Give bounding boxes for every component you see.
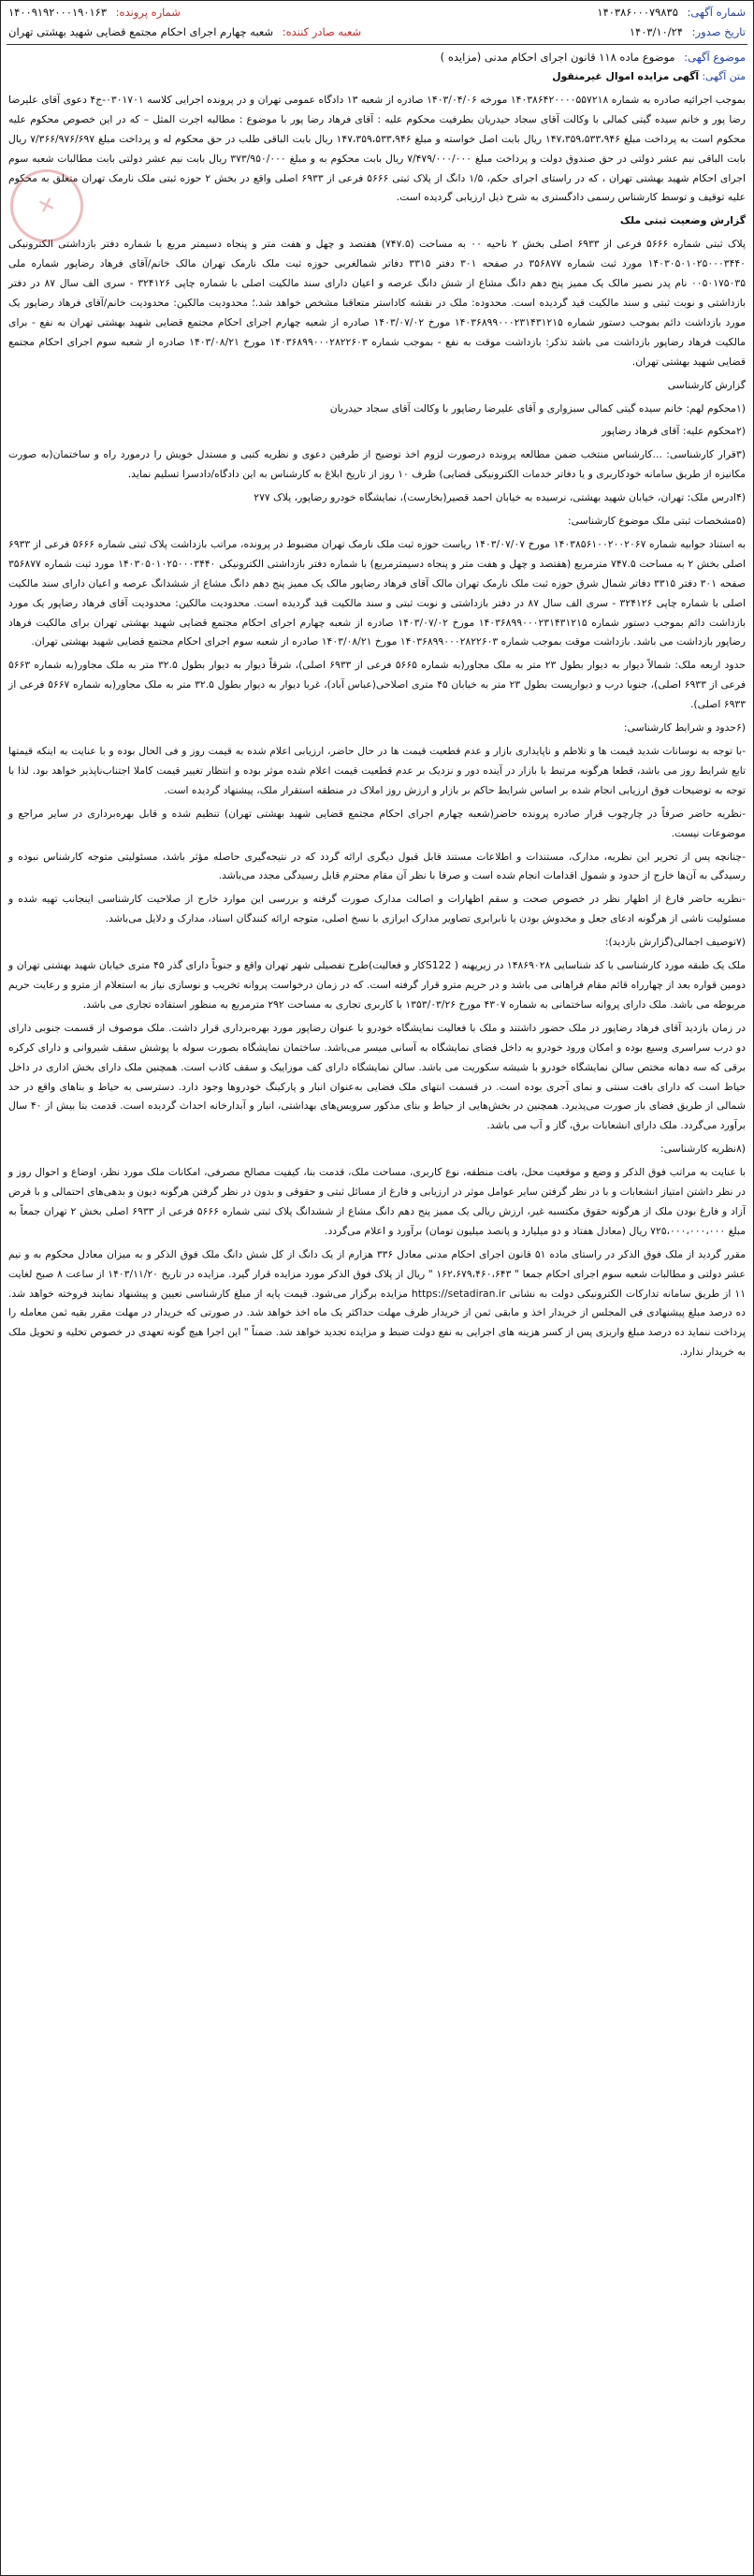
ad-number-label: شماره آگهی: <box>687 6 746 19</box>
stamp-icon: ✕ <box>1 160 93 252</box>
paragraph-17: ملک یک طبقه مورد کارشناسی با کد شناسایی ۱۴۸۶۹۰۲۸ در زیرپهنه ( S122کار و فعالیت)طرح تفصیلی شهر تهران واقع و جنوباً دارای گذر ۴۵ متری خیابان شهید بهشتی تهران و دومین قواره بعد از چهارراه قائم مقام فراهانی می باشد و در حریم مترو قرار گرفته است. که در زمان درخواست پروانه تخریب و نوسازی نیاز به استعلام از مترو و رعایت حریم مربوطه می باشد. ملک دارای پروانه ساختمانی به شماره ۴۳۰۷ مورخ ۱۳۵۳/۰۳/۲۶ با کاربری تجاری به مساحت ۲۹۲ مترمربع به منظور استفاده تجاری می باشد. <box>8 959 747 1011</box>
branch-value: شعبه چهارم اجرای احکام مجتمع قضایی شهید بهشتی تهران <box>8 25 274 38</box>
branch-label: شعبه صادر کننده: <box>282 25 362 38</box>
paragraph-13: -نظریه حاضر صرفاً در چارچوب قرار صادره پرونده حاضر(شعبه چهارم اجرای احکام مجتمع قضایی شهید بهشتی تهران) تنظیم شده و قابل بهره‌برداری در سایر مراجع و موضوعات نیست. <box>8 807 746 839</box>
paragraph-16: (۷توصیف اجمالی(گزارش بازدید): <box>604 936 746 949</box>
paragraph-1: بموجب اجرائیه صادره به شماره ۱۴۰۳۸۶۴۲۰۰۰۰۵۵۷۲۱۸ مورخه ۱۴۰۳/۰۴/۰۶ صادره از شعبه ۱۳ دادگاه عمومی تهران و در پرونده اجرایی کلاسه ۰۳۰۱۷۰۱-ج۴ دعوی آقای علیرضا رضا پور و خانم سیده گیتی کمالی با وکالت آقای سجاد حیدریان بطرفیت محکوم علیه : آقای فرهاد رضا پور با موضوع : مطالبه اجرت المثل – که در این خصوص محکوم علیه محکوم است به پرداخت مبلغ ۱۴۷،۳۵۹،۵۳۳،۹۴۶ ریال بابت اصل خواسته و مبلغ ۱۴۷،۳۵۹،۵۳۳،۹۴۶ ریال بابت الباقی طلب در حق محکوم له و پرداخت مبلغ ۷/۳۶۶/۹۷۶/۶۹۷ ریال بابت الباقی نیم عشر دولتی در حق صندوق دولت و پرداخت مبلغ ۷/۴۷۹/۰۰۰/۰۰۰ ریال بابت محکوم به و مبلغ ۳۷۳/۹۵۰/۰۰۰ ریال بابت نیم عشر دولتی بابت مطالبات شعبه سوم اجرای احکام شهید بهشتی تهران ، که در راستای اجرای حکم، ۱/۵ دانگ از پلاک ثبتی ۵۶۶۶ فرعی از ۶۹۳۳ اصلی واقع در بخش ۲ حوزه ثبتی ملک نارمک تهران متعلق به محکوم علیه توقیف و توسط کارشناس رسمی دادگستری به شرح ذیل ارزیابی گردیده است. <box>8 93 747 204</box>
subject-row <box>7 45 747 67</box>
paragraph-5: (۲محکوم علیه: آقای فرهاد رضاپور <box>602 425 746 438</box>
paragraph-2: پلاک ثبتی شماره ۵۶۶۶ فرعی از ۶۹۳۳ اصلی بخش ۲ ناحیه ۰۰ به مساحت (۷۴۷.۵) هفتصد و چهل و هفت متر و پنجاه دسیمتر مربع با شماره دفتر بازداشتی الکترونیکی ۱۴۰۳۰۵۰۱۰۲۵۰۰۰۳۴۴۰ مورد ثبت شماره ۳۵۶۸۷۷ در صفحه ۳۰۱ دفتر ۳۳۱۵ دفاتر شمالغربی حوزه ثبت ملک نارمک تهران مالک خانم/آقای فرهاد رضاپور شماره ملی ۰۰۵۰۱۷۵۰۳۵ نام پدر نصیر مالک یک ممیز پنج دهم دانگ مشاع از شش دانگ عرصه و اعیان دارای سند مالکیت اصلی با شماره چاپی ۳۲۴۱۲۶ - سری الف سال ۸۷ در دفتر بازداشتی و نوبت ثبتی و سند مالکیت قید گردیده است. محدوده: ملک در نقشه کاداستر متعاقبا مشخص خواهد شد.؛ محدودیت مالکین: محدودیت خانم/آقای فرهاد رضاپور یک مورد بازداشت دائم بموجب دستور شماره ۱۴۰۳۶۸۹۹۰۰۰۲۳۱۴۳۱۲۱۵ مورخ ۱۴۰۳/۰۷/۰۲ صادره از شعبه چهارم اجرای احکام مجتمع قضایی شهید بهشتی تهران به نفع - برای مالکیت فرهاد رضاپور بازداشت می باشد تذکر: بازداشت موقت به نفع - بموجب شماره ۱۴۰۳۶۸۹۹۰۰۰۲۸۲۲۶۰۳ مورخ ۱۴۰۳/۰۸/۲۱ صادره از شعبه سوم اجرای احکام مجتمع قضایی شهید بهشتی تهران. <box>8 238 746 368</box>
paragraph-8: (۵مشخصات ثبتی ملک موضوع کارشناسی: <box>568 515 746 528</box>
subject-label: موضوع آگهی: <box>684 51 746 64</box>
paragraph-3: گزارش کارشناسی <box>667 378 746 391</box>
subject-value: موضوع ماده ۱۱۸ قانون اجرای احکام مدنی (مزایده ) <box>440 51 675 64</box>
ad-number <box>597 4 746 21</box>
paragraph-7: (۴ادرس ملک: تهران، خیابان شهید بهشتی، نرسیده به خیابان احمد قصیر(بخارست)، نمایشگاه خودرو رضاپور، پلاک ۲۷۷ <box>254 491 746 504</box>
paragraph-19: (۸نظریه کارشناسی: <box>660 1142 746 1156</box>
notice-body <box>7 67 747 1362</box>
paragraph-4: (۱محکوم لهم: خانم سیده گیتی کمالی سبزواری و آقای علیرضا رضاپور با وکالت آقای سجاد حیدریان <box>329 401 746 415</box>
paragraph-21: مقرر گردید از ملک فوق الذکر در راستای ماده ۵۱ قانون اجرای احکام مدنی معادل ۳۳۶ هزارم از یک دانگ از کل شش دانگ ملک فوق الذکر و به میزان معادل محکوم به و نیم عشر دولتی و مطالبات شعبه سوم اجرای احکام جمعا " ۱۶۲،۶۷۹،۴۶۰،۶۴۳ " ریال از پلاک فوق الذکر مورد مزایده قرار گیرد. مزایده در تاریخ ۱۴۰۳/۱۱/۲۰ از ساعت ۸ صبح لغایت ۱۱ از طریق سامانه تدارکات الکترونیکی دولت به نشانی https://setadiran.ir مزایده برگزار می‌شود. قیمت پایه از مبلغ کارشناسی تعیین و پیشنهاد نمایند فروخته خواهد شد. ده درصد مبلغ پیشنهادی فی المجلس از خریدار اخذ و مابقی ثمن از خریدار ظرف مهلت حداکثر یک ماه اخذ خواهد شد. در صورتی که خریدار در مهلت مقرر بقیه ثمن معامله را پرداخت ننماید ده درصد مبلغ واریزی پس از کسر هزینه های اجرایی به نفع دولت ضبط و مزایده تجدید خواهد شد. ضمناً " این اجرا هیچ گونه تعهدی در خصوص تخلیه و تحویل ملک به خریدار ندارد. <box>8 1247 747 1359</box>
paragraph-20: با عنایت به مراتب فوق الذکر و وضع و موقعیت محل، بافت منطقه، نوع کاربری، مساحت ملک، قدمت بنا، کیفیت مصالح مصرفی، امکانات ملک مورد نظر، اوضاع و احوال روز و در نظر داشتن امتیاز انشعابات و با در نظر گرفتن سایر عوامل موثر در ارزیابی و فارغ از مسائل ثبتی و حقوقی و بدون در نظر گرفتن هرگونه دیون و بدهی‌های احتمالی و با فرض آزاد و فارغ بودن ملک از هرگونه حقوق مکتسبه غیر، ارزش ریالی یک ممیز پنج دهم دانگ مشاع از ششدانگ پلاک ثبتی شماره ۵۶۶۶ فرعی از ۶۹۳۳ اصلی بخش ۲ تهران جمعاً به مبلغ ۷۲۵،۰۰۰،۰۰۰،۰۰۰ ریال (معادل هفتاد و دو میلیارد و پانصد میلیون تومان) برآورد و اعلام می‌گردد. <box>8 1166 747 1237</box>
issue-date-label: تاریخ صدور: <box>691 25 746 38</box>
body-title: آگهی مزایده اموال غیرمنقول <box>552 70 700 82</box>
issue-date <box>630 23 746 40</box>
section-title: گزارش وضعیت ثبتی ملک <box>619 214 746 227</box>
issue-date-value: ۱۴۰۳/۱۰/۲۴ <box>629 25 684 38</box>
case-number <box>8 4 181 21</box>
paragraph-6: (۳قرار کارشناسی: ...کارشناس منتخب ضمن مطالعه پرونده درصورت لزوم اخذ توضیح از طرفین دعوی و نظریه کتبی و مستدل خویش را درمورد راه و ساختمان(به صورت مکانیزه از طریق سامانه خودکاربری و یا دفاتر خدمات الکترونیکی قضایی) ظرف ۱۰ روز از تاریخ ابلاغ به کارشناس به این دادگاه/دادسرا تسلیم نماید. <box>8 448 746 481</box>
header-row-2 <box>7 21 747 40</box>
ad-number-value: ۱۴۰۳۸۶۰۰۰۷۹۸۳۵ <box>597 6 678 19</box>
paragraph-12: -با توجه به نوسانات شدید قیمت ها و تلاطم و ناپایداری بازار و عدم قطعیت قیمت ها در حال حاضر، ارزیابی اعلام شده به قیمت روز و فی الحال بوده و با عنایت به اینکه قیمتها تابع شرایط روز می باشد، قطعا هرگونه مرتبط با بازار در آینده دور و نزدیک بر عدم قطعیت قیمت اعلام شده موثر بوده و انتظار تغییر قیمت کاملا اجتناب‌ناپذیر خواهد بود. لذا با توجه به توضیحات فوق ارزیابی انجام شده بر اساس شرایط حاکم بر بازار و ارزش روز املاک در منطقه استقرار ملک، پیشنهاد گردیده است. <box>8 745 746 796</box>
branch <box>8 23 361 40</box>
paragraph-18: در زمان بازدید آقای فرهاد رضاپور در ملک حضور داشتند و ملک با فعالیت نمایشگاه خودرو با عنوان رضاپور مورد بهره‌برداری قرار داشت. ملک موصوف از قسمت جنوبی دارای دو درب سراسری وسیع بوده و امکان ورود خودرو به داخل فضای نمایشگاه به آسانی میسر می‌باشد. ساختمان نمایشگاه بصورت سوله با پوشش سقف شیروانی و دارای کرکره برقی که سه دهانه مختص سالن نمایشگاه خودرو با شیشه سکوریت می باشد. سالن نمایشگاه دارای کف موزاییک و سقف کاذب است. همچنین ملک دارای بخش اداری در داخل حیاط است که دارای بافت سنتی و نمای آجری بوده است. در قسمت انتهای ملک فضایی به‌عنوان انبار و پارکینگ خودروها وجود دارد. دسترسی به حیاط و بناهای واقع در حد شمالی از طریق فضای باز صورت می‌پذیرد. همچنین در بخش‌هایی از حیاط و بنای مذکور سرویس‌های بهداشتی، انبار و آبدارخانه احداث گردیده است. قدمت بنا بیش از ۴۰ سال برآورد می‌گردد. ملک دارای انشعابات برق، گاز و آب می باشد. <box>8 1021 746 1132</box>
paragraph-11: (۶حدود و شرایط کارشناسی: <box>623 721 746 735</box>
body-label: متن آگهی: <box>702 70 746 82</box>
paragraph-10: حدود اربعه ملک: شمالاً دیوار به دیوار بطول ۲۳ متر به ملک مجاور(به شماره ۵۶۶۵ فرعی از ۶۹۳۳ اصلی)، شرقاً دیوار به دیوار بطول ۳۲.۵ متر به ملک مجاور(به شماره ۵۶۶۳ فرعی از ۶۹۳۳ اصلی)، جنوبا درب و دیوارپست بطول ۲۳ متر به خیابان ۴۵ متری اصلاحی(عباس آباد)، غربا دیوار به دیوار بطول ۳۲.۵ متر به ملک مجاور(به شماره ۵۶۶۷ فرعی از ۶۹۳۳ اصلی). <box>8 659 747 711</box>
paragraph-15: -نظریه حاضر فارغ از اظهار نظر در خصوص صحت و سقم اظهارات و اصالت مدارک صورت گرفته و بررسی این موارد خارج از صلاحیت کارشناسی اینجانب تهیه شده و مسئولیت ناشی از هرگونه ادعای جعل و مخدوش بودن یا نابرابری تصاویر مدارک ابرازی با نسخ اصلی، متوجه ارائه کنندگان اسناد، مدارک و دلایل می‌باشد. <box>8 893 746 925</box>
case-number-label: شماره پرونده: <box>115 6 181 19</box>
paragraph-14: -چنانچه پس از تحریر این نظریه، مدارک، مستندات و اطلاعات مستند قابل قبول دیگری ارائه گردد که در نتیجه‌گیری حاصله مؤثر باشد، مسئولیتی متوجه کارشناس نبوده و رسیدگی به آن‌ها خارج از حدود و شمول اقدامات انجام شده است و صرفا با نظر آن مقام محترم قابل رسیدگی مجدد می‌باشد. <box>8 850 746 882</box>
paragraph-9: به استناد جوابیه شماره ۱۴۰۳۸۵۶۱۰۰۲۰۰۲۰۶۷ مورخ ۱۴۰۳/۰۷/۰۷ ریاست حوزه ثبت ملک نارمک تهران مضبوط در پرونده، مراتب بازداشت پلاک ثبتی شماره ۵۶۶۶ فرعی از ۶۹۳۳ اصلی بخش ۲ به مساحت ۷۴۷.۵ مترمربع (هفتصد و چهل و هفت متر و پنجاه دسیمترمربع) با شماره دفتر بازداشتی الکترونیکی ۱۴۰۳۰۵۰۱۰۲۵۰۰۰۳۴۴۰ مورد ثبت شماره ۳۵۶۸۷۷ صفحه ۳۰۱ دفتر ۳۳۱۵ دفاتر شمال شرق حوزه ثبت ملک نارمک تهران مالک آقای فرهاد رضاپور مالک یک ممیز پنج دهم دانگ مشاع از ششدانگ عرصه و اعیان دارای سند مالکیت اصلی با شماره چاپی ۳۲۴۱۲۶ - سری الف سال ۸۷ در دفتر بازداشتی و نوبت ثبتی و سند مالکیت قید گردیده است. محدودیت مالکین: محدودیت آقای فرهاد رضاپور یک مورد بازداشت دائم بموجب دستور شماره ۱۴۰۳۶۸۹۹۰۰۰۲۳۱۴۳۱۲۱۵ مورخ ۱۴۰۳/۰۷/۰۲ صادره از شعبه چهارم اجرای احکام مجتمع قضایی شهید بهشتی تهران برای مالکیت فرهاد رضاپور بازداشت می باشد. بازداشت موقت بموجب شماره ۱۴۰۳۶۸۹۹۰۰۰۲۸۲۲۶۰۳ مورخ ۱۴۰۳/۰۸/۲۱ صادره از شعبه سوم اجرای احکام مجتمع قضایی شهید بهشتی تهران. <box>8 537 747 648</box>
case-number-value: ۱۴۰۰۹۱۹۲۰۰۰۱۹۰۱۶۳ <box>8 6 108 19</box>
header-row-1 <box>7 1 747 21</box>
